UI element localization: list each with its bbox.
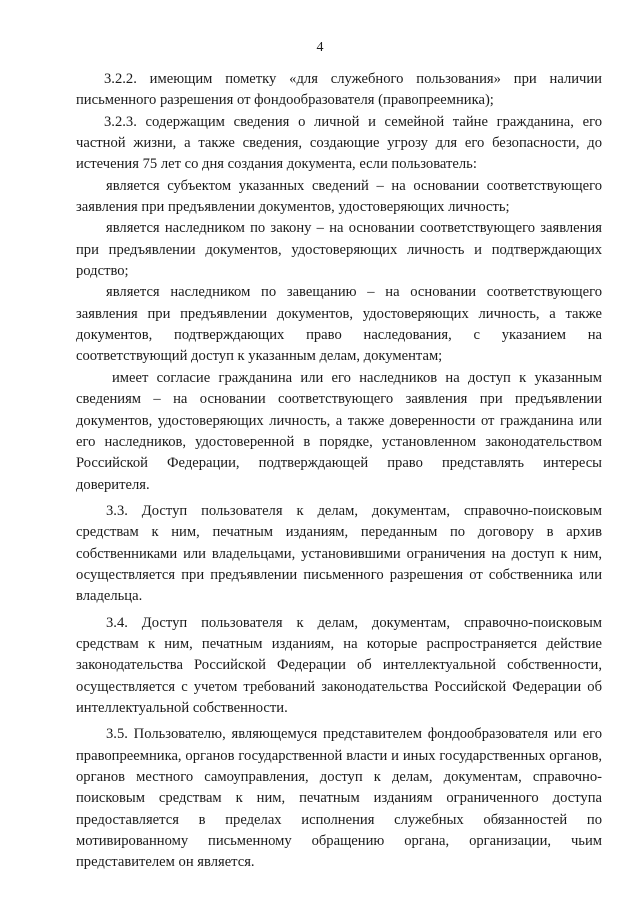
paragraph-3-5: 3.5. Пользователю, являющемуся представителем фондообразователя или его правопреемника, органов государственной власти и иных государственных органов, органов местного самоуправления, доступ к делам, документам, справочно-поисковым средствам к ним, печатным изданиям ограниченного доступа предоставляется в пределах исполнения служебных обязанностей по мотивированному письменному обращению органа, организации, чьим представителем он является. xyxy=(76,726,602,871)
paragraph-3-4: 3.4. Доступ пользователя к делам, документам, справочно-поисковым средствам к ним, печатным изданиям, на которые распространяется действие законодательства Российской Федерации об интеллектуальной собственности, осуществляется с учетом требований законодательства Российской Федерации об интеллектуальной собственности. xyxy=(76,614,602,716)
paragraph-3-2-3: 3.2.3. содержащим сведения о личной и семейной тайне гражданина, его частной жизни, а также сведения, создающие угрозу для его безопасности, до истечения 75 лет со дня создания документа, если пользователь: xyxy=(76,113,602,173)
paragraph-consent: имеет согласие гражданина или его наследников на доступ к указанным сведениям – на основании соответствующего заявления при предъявлении документов, удостоверяющих личность, а также доверенности от гражданина или его наследников, удостоверенной в порядке, установленном законодательством Российской Федерации, подтверждающей право представлять интересы доверителя. xyxy=(76,369,602,493)
paragraph-3-2-2: 3.2.2. имеющим пометку «для служебного пользования» при наличии письменного разрешения от фондообразователя (правопреемника); xyxy=(76,71,602,109)
paragraph-subject-of-data: является субъектом указанных сведений – на основании соответствующего заявления при предъявлении документов, удостоверяющих личность; xyxy=(76,177,602,216)
document-body xyxy=(76,69,602,874)
page-number: 4 xyxy=(316,40,324,55)
paragraph-heir-by-will: является наследником по завещанию – на основании соответствующего заявления при предъявлении документов, удостоверяющих личность, а также документов, подтверждающих право наследования, с указанием на соответствующий доступ к указанным делам, документам; xyxy=(76,284,602,365)
paragraph-3-3: 3.3. Доступ пользователя к делам, документам, справочно-поисковым средствам к ним, печатным изданиям, переданным по договору в архив собственниками или владельцами, установившими ограничения на доступ к ним, осуществляется при предъявлении письменного разрешения от собственника или владельца. xyxy=(76,502,602,605)
paragraph-heir-by-law: является наследником по закону – на основании соответствующего заявления при предъявлении документов, удостоверяющих личность и подтверждающих родство; xyxy=(76,220,602,280)
